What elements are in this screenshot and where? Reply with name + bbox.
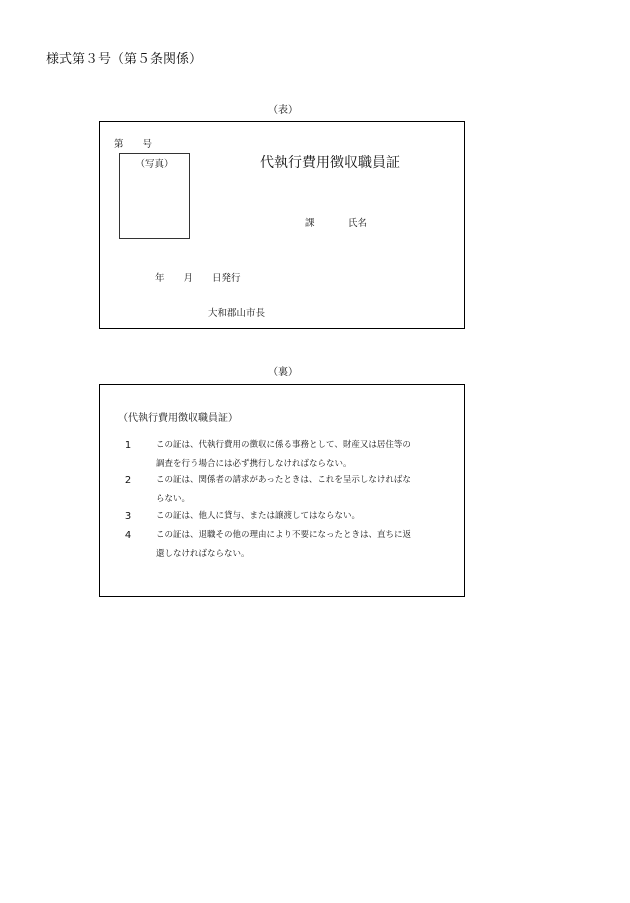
front-side-label: （表） bbox=[268, 105, 298, 116]
back-side-label: （裏） bbox=[268, 367, 298, 378]
note-text: この証は、関係者の請求があったときは、これを呈示しなければな らない。 bbox=[156, 475, 411, 504]
note-text: この証は、退職その他の理由により不要になったときは、直ちに返 還しなければならない。 bbox=[156, 530, 412, 559]
photo-label: （写真） bbox=[135, 159, 174, 170]
issuer: 大和郡山市長 bbox=[208, 308, 266, 319]
note-number: 2 bbox=[124, 475, 132, 486]
card-title: 代執行費用徴収職員証 bbox=[260, 155, 400, 171]
form-number: 様式第３号（第５条関係） bbox=[46, 52, 203, 67]
note-item bbox=[120, 471, 460, 509]
note-item bbox=[120, 507, 460, 526]
note-text: この証は、代執行費用の徴収に係る事務として、財産又は居住等の 調査を行う場合には必ず携行しなければならない。 bbox=[156, 440, 411, 469]
note-item bbox=[120, 526, 460, 564]
note-item bbox=[120, 436, 460, 474]
note-number: 1 bbox=[124, 440, 132, 451]
issue-date: 年 月 日発行 bbox=[155, 273, 241, 284]
note-number: 3 bbox=[124, 511, 132, 522]
id-card-front bbox=[99, 121, 465, 329]
note-number: 4 bbox=[124, 530, 132, 541]
note-text: この証は、他人に貸与、または譲渡してはならない。 bbox=[156, 511, 361, 521]
name-label: 氏名 bbox=[348, 218, 368, 229]
card-number-label: 第 号 bbox=[114, 139, 153, 150]
id-card-back bbox=[99, 384, 465, 597]
photo-box bbox=[119, 153, 190, 239]
back-title: （代執行費用徴収職員証） bbox=[118, 413, 238, 424]
department-label: 課 bbox=[305, 218, 315, 229]
